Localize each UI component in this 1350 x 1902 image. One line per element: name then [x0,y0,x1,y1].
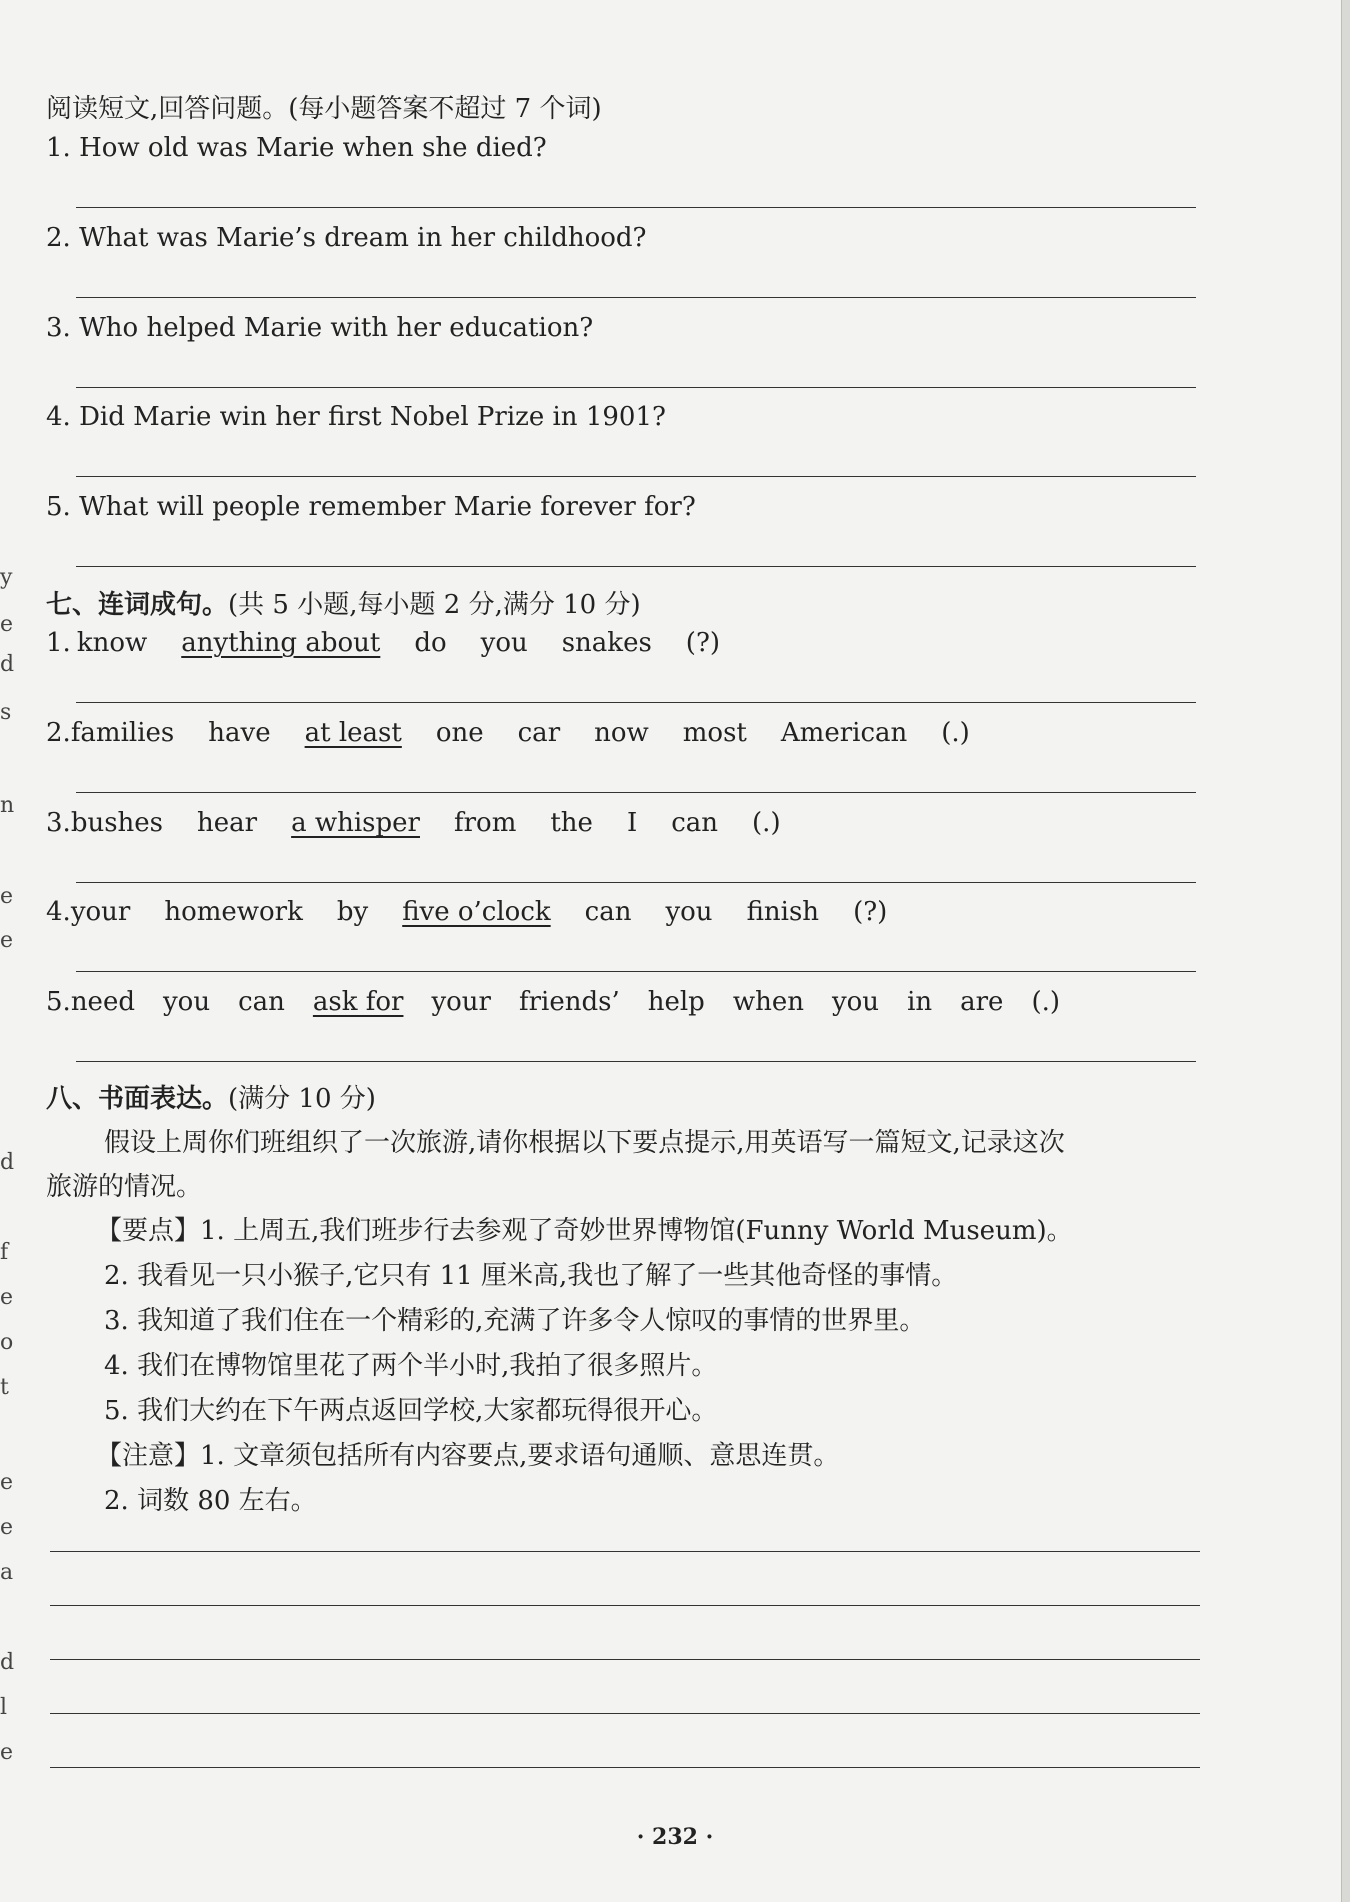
item-number: 5. [46,987,71,1017]
word: now [594,718,649,748]
word: need [70,987,135,1017]
word: car [517,718,561,748]
word: when [732,987,804,1017]
reading-question: 4. Did Marie win her first Nobel Prize in 1901? [46,402,666,432]
margin-letter: e [0,1515,14,1540]
writing-line[interactable] [50,1659,1200,1660]
word: your [431,987,491,1017]
word: can [238,987,285,1017]
writing-point: 【注意】1. 文章须包括所有内容要点,要求语句通顺、意思连贯。 [96,1441,840,1471]
underlined-phrase: a whisper [291,808,420,838]
word: you [665,897,713,927]
margin-letter: y [0,565,13,590]
answer-line[interactable] [76,882,1196,883]
answer-line[interactable] [76,1061,1196,1062]
margin-letter: d [0,652,15,677]
punctuation-hint: (?) [685,628,721,658]
writing-point: 2. 词数 80 左右。 [104,1486,317,1516]
word: have [208,718,271,748]
word: I [626,808,638,838]
word: know [76,628,148,658]
answer-line[interactable] [76,971,1196,972]
word: in [907,987,933,1017]
margin-letter: f [0,1240,9,1265]
writing-point: 4. 我们在博物馆里花了两个半小时,我拍了很多照片。 [104,1351,718,1381]
section7-title: 七、连词成句。 [46,590,229,620]
underlined-phrase: five o’clock [402,897,551,927]
word: snakes [561,628,652,658]
sentence-item [46,718,970,748]
word: friends’ [518,987,620,1017]
word: are [960,987,1004,1017]
word: one [435,718,484,748]
word: do [414,628,447,658]
section7-note: (共 5 小题,每小题 2 分,满分 10 分) [228,590,641,620]
punctuation-hint: (?) [853,897,888,927]
margin-letter: d [0,1650,15,1675]
reading-question: 2. What was Marie’s dream in her childhood? [46,223,647,253]
writing-point: 3. 我知道了我们住在一个精彩的,充满了许多令人惊叹的事情的世界里。 [104,1306,926,1336]
reading-instruction: 阅读短文,回答问题。(每小题答案不超过 7 个词) [46,94,602,124]
answer-line[interactable] [76,702,1196,703]
word: the [550,808,593,838]
sentence-item [46,808,781,838]
word: families [70,718,175,748]
item-number: 4. [46,897,71,927]
word: you [162,987,211,1017]
word: finish [746,897,820,927]
section8-heading [46,1078,376,1115]
reading-question: 5. What will people remember Marie forever for? [46,492,696,522]
section8-note: (满分 10 分) [228,1084,376,1114]
margin-letter: e [0,884,14,909]
answer-line[interactable] [76,207,1196,208]
underlined-phrase: at least [304,718,402,748]
margin-letter: d [0,1150,15,1175]
writing-point: 【要点】1. 上周五,我们班步行去参观了奇妙世界博物馆(Funny World Museum)。 [96,1216,1073,1246]
margin-letter: n [0,793,15,818]
item-number: 3. [46,808,71,838]
writing-point: 2. 我看见一只小猴子,它只有 11 厘米高,我也了解了一些其他奇怪的事情。 [104,1261,958,1291]
writing-line[interactable] [50,1713,1200,1714]
word: by [336,897,369,927]
word: can [584,897,632,927]
margin-letter: e [0,612,14,637]
underlined-phrase: ask for [312,987,404,1017]
writing-line[interactable] [50,1767,1200,1768]
answer-line[interactable] [76,566,1196,567]
margin-letter: e [0,1470,14,1495]
item-number: 1. [46,628,71,658]
word: you [831,987,880,1017]
margin-letter: l [0,1695,8,1720]
underlined-phrase: anything about [181,628,381,658]
margin-letter: s [0,700,12,725]
margin-letter: o [0,1330,14,1355]
sentence-item [46,987,1060,1017]
word: bushes [70,808,164,838]
writing-line[interactable] [50,1605,1200,1606]
answer-line[interactable] [76,387,1196,388]
word: your [70,897,131,927]
margin-letter: a [0,1560,14,1585]
sentence-item [46,628,720,658]
word: American [780,718,908,748]
section8-title: 八、书面表达。 [46,1084,229,1114]
margin-letter: e [0,928,14,953]
sentence-item [46,897,887,927]
word: from [453,808,517,838]
page-edge [1341,0,1350,1902]
margin-letter: e [0,1740,14,1765]
reading-question: 3. Who helped Marie with her education? [46,313,594,343]
reading-question: 1. How old was Marie when she died? [46,133,547,163]
margin-letter: e [0,1285,14,1310]
word: homework [164,897,303,927]
writing-point: 5. 我们大约在下午两点返回学校,大家都玩得很开心。 [104,1396,718,1426]
answer-line[interactable] [76,792,1196,793]
word: can [671,808,719,838]
item-number: 2. [46,718,71,748]
section8-intro-1: 假设上周你们班组织了一次旅游,请你根据以下要点提示,用英语写一篇短文,记录这次 [104,1128,1065,1158]
word: most [682,718,747,748]
word: you [480,628,528,658]
page-number: · 232 · [636,1824,714,1850]
writing-line[interactable] [50,1551,1200,1552]
section7-heading [46,584,641,621]
answer-line[interactable] [76,297,1196,298]
punctuation-hint: (.) [941,718,970,748]
punctuation-hint: (.) [1031,987,1061,1017]
word: hear [197,808,258,838]
section8-intro-2: 旅游的情况。 [46,1172,203,1202]
word: help [647,987,705,1017]
punctuation-hint: (.) [752,808,781,838]
margin-letter: t [0,1375,9,1400]
answer-line[interactable] [76,476,1196,477]
